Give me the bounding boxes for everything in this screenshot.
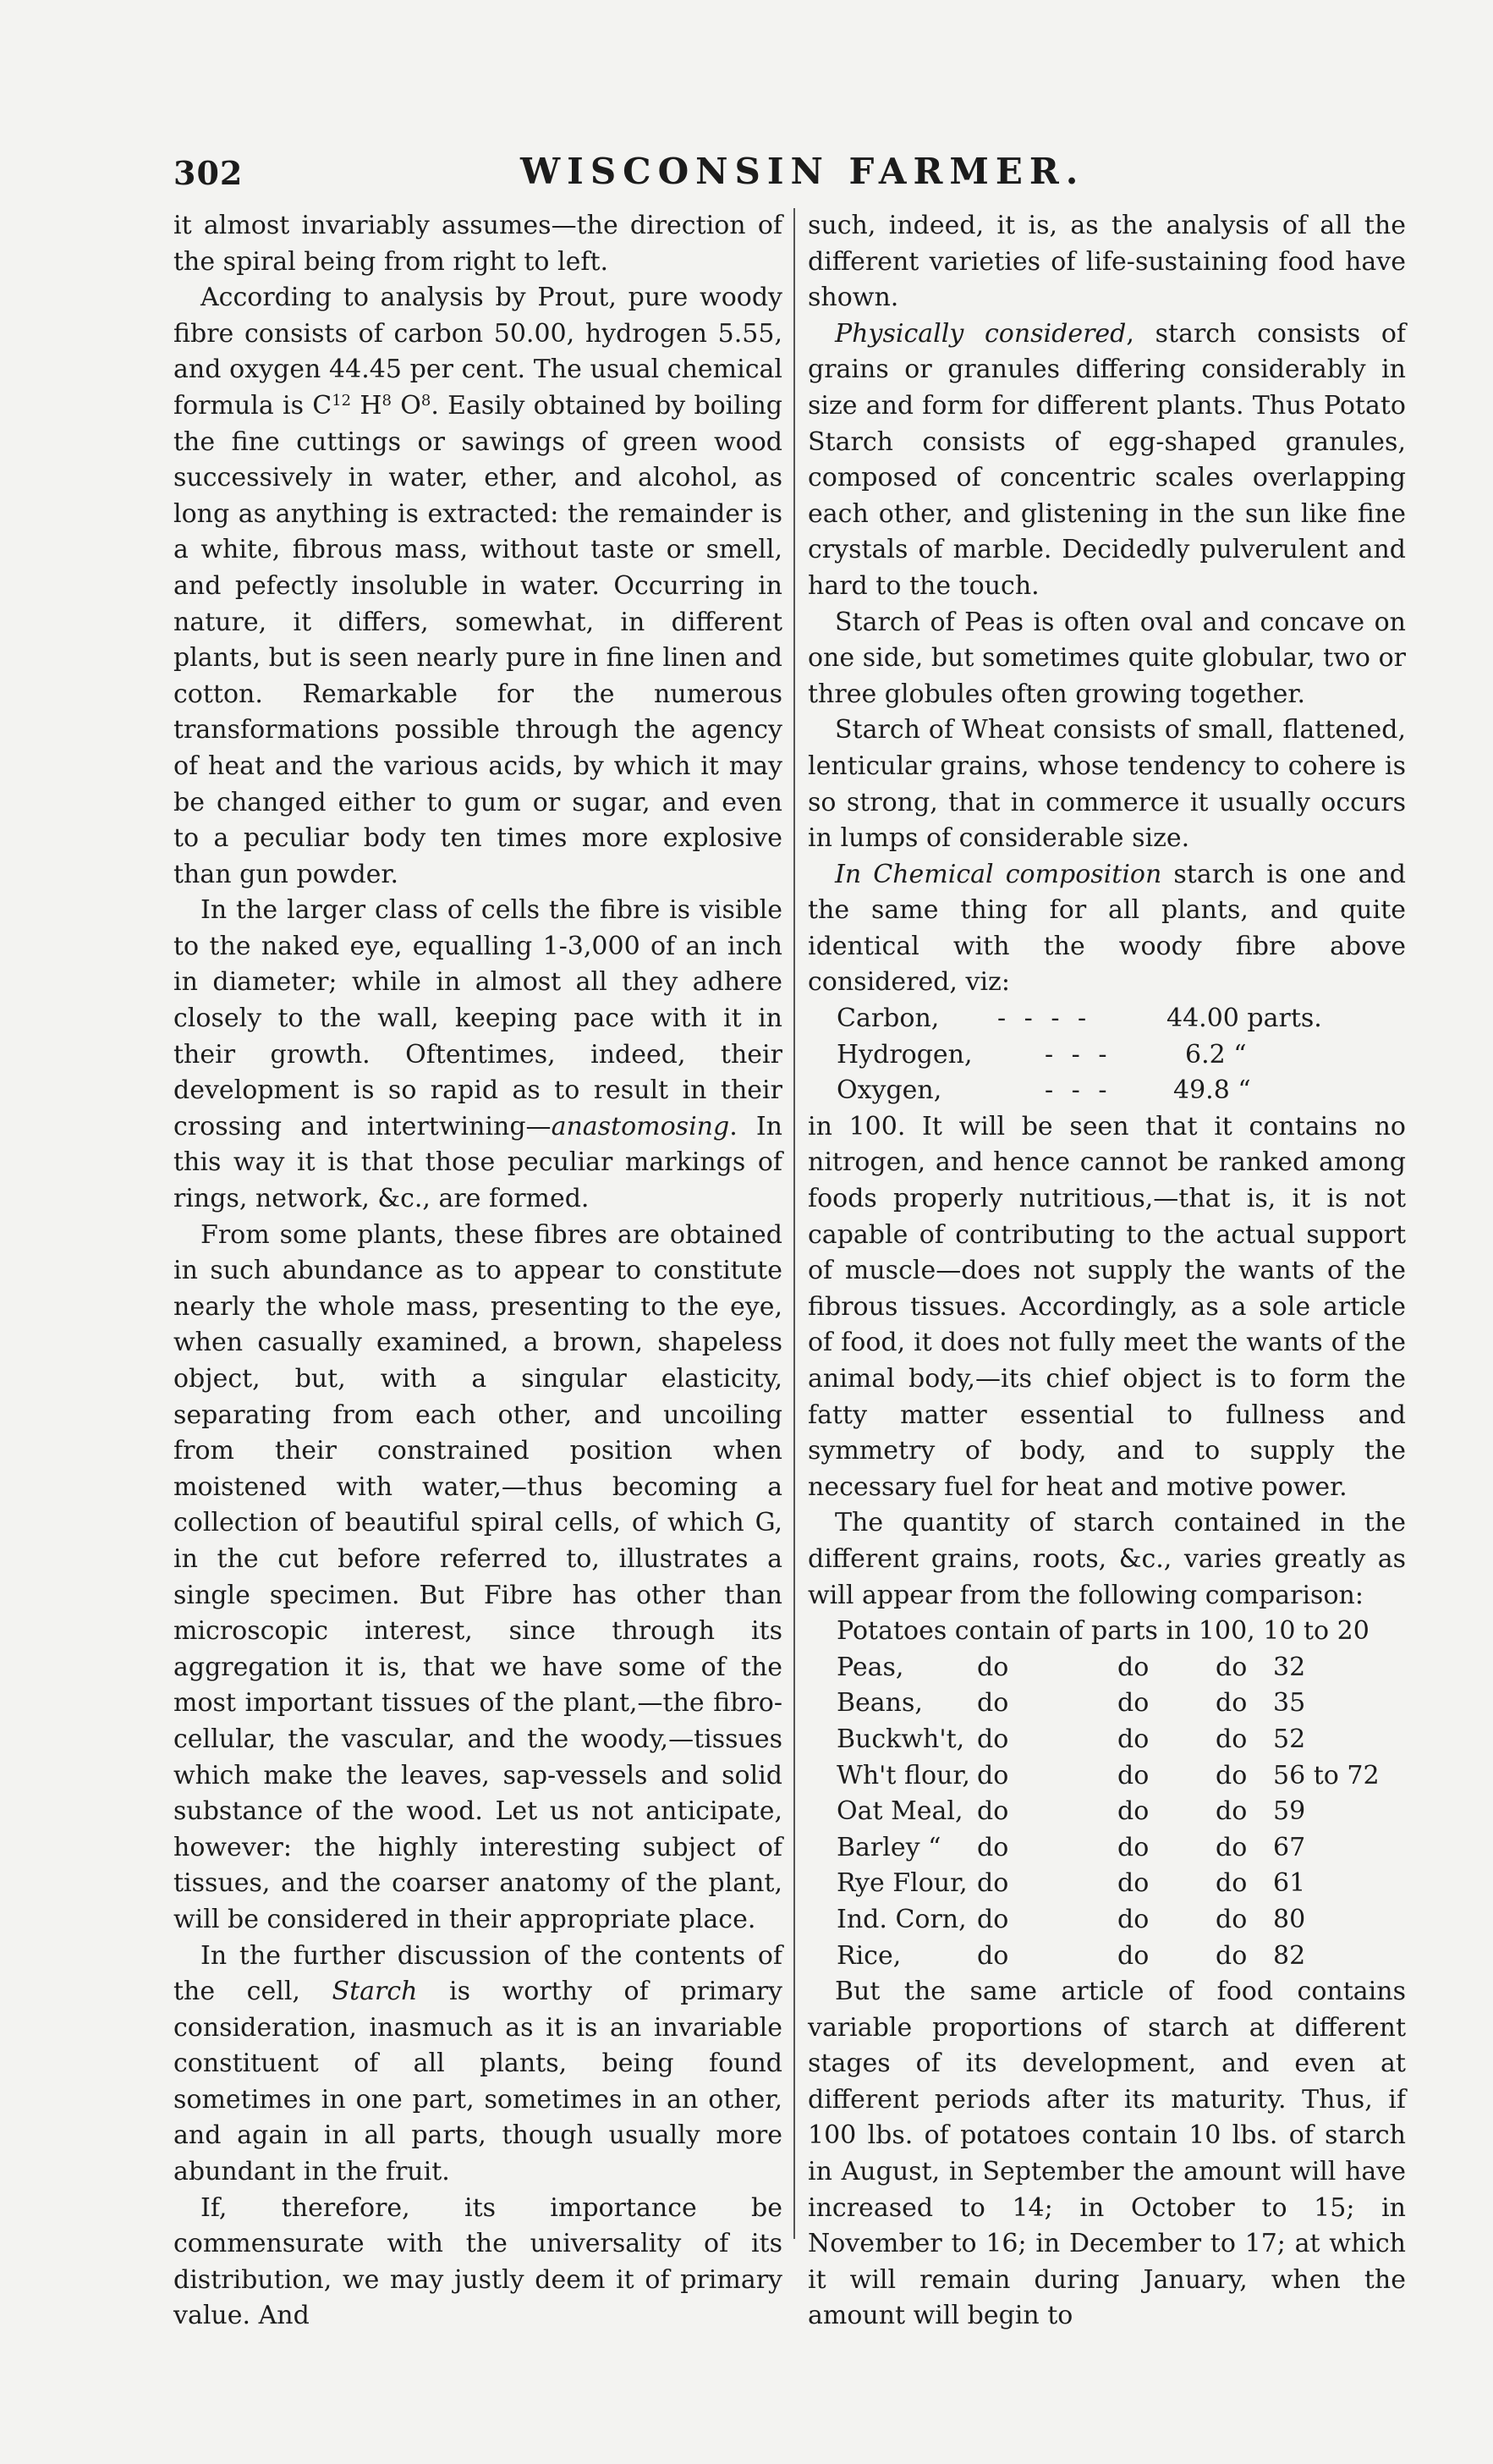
left-paragraph-3 bbox=[173, 893, 782, 1217]
starch-table bbox=[837, 1614, 1380, 1974]
composition-value: 49.8 “ bbox=[1173, 1075, 1251, 1106]
left-p5-text-b: is worthy of primary consideration, inasmuch as it is an invariable constituent of all plants, being found sometimes in one part, sometimes in an other, and again in all parts, though usually more abundant in the fruit. bbox=[173, 1977, 783, 2187]
right-column bbox=[808, 208, 1406, 2335]
left-p3-text-a: In the larger class of cells the fibre is visible to the naked eye, equalling 1-3,000 of an inch in diameter; while in almost all they adhere closely to the wall, keeping pace with it in their growth. Oftentimes, indeed, their development is so rapid as to result in their crossing and intertwining— bbox=[173, 895, 782, 1141]
right-p2-text: , starch consists of grains or granules differing considerably in size and form for different plants. Thus Potato Starch consists of egg-shaped granules, composed of concentric scales overlapping each other, and glistening in the sun like fine crystals of marble. Decidedly pulverulent and hard to the touch. bbox=[808, 318, 1406, 601]
starch-value: 61 bbox=[1273, 1868, 1306, 1899]
left-p1-text: it almost invariably assumes—the direction of the spiral being from right to left. bbox=[173, 211, 782, 277]
ditto-mark: do bbox=[977, 1796, 1009, 1827]
column-divider bbox=[793, 208, 795, 2239]
table-row bbox=[837, 1902, 1380, 1939]
right-p5-italic: In Chemical composition bbox=[835, 859, 1162, 889]
left-column bbox=[173, 208, 782, 2335]
table-row bbox=[837, 1758, 1380, 1795]
ditto-mark: do bbox=[977, 1688, 1009, 1719]
composition-name: Oxygen, bbox=[837, 1075, 942, 1106]
starch-value: 56 to 72 bbox=[1273, 1760, 1380, 1790]
starch-grain: Beans, bbox=[837, 1688, 923, 1719]
composition-name: Hydrogen, bbox=[837, 1039, 973, 1070]
right-p2-italic: Physically considered bbox=[835, 318, 1127, 349]
formula-superscript-o: 8 bbox=[420, 391, 431, 410]
ditto-mark: do bbox=[1216, 1796, 1248, 1827]
ditto-mark: do bbox=[977, 1904, 1009, 1934]
table-row bbox=[837, 1073, 1322, 1109]
starch-grain: Wh't flour, bbox=[837, 1760, 970, 1790]
page-number: 302 bbox=[173, 154, 244, 192]
right-paragraph-1 bbox=[808, 208, 1406, 316]
left-paragraph-5 bbox=[173, 1939, 782, 2191]
ditto-mark: do bbox=[977, 1724, 1009, 1754]
starch-value: 35 bbox=[1273, 1688, 1306, 1719]
starch-value: 59 bbox=[1273, 1796, 1306, 1827]
right-paragraph-5 bbox=[808, 857, 1406, 1001]
page-header bbox=[173, 151, 1408, 201]
ditto-mark: do bbox=[977, 1832, 1009, 1862]
starch-value: 52 bbox=[1273, 1724, 1306, 1754]
composition-value: 6.2 “ bbox=[1185, 1039, 1247, 1070]
left-p2-text-a: According to analysis by Prout, pure woody fibre consists of carbon 50.00, hydrogen 5.55, and oxygen 44.45 per cent. The usual chemical formula is C bbox=[173, 283, 782, 421]
ditto-mark: do bbox=[1216, 1904, 1248, 1934]
starch-value: 32 bbox=[1273, 1652, 1306, 1682]
table-row bbox=[837, 1001, 1322, 1037]
left-p5-text-a: In the further discussion of the contents of the cell, bbox=[173, 1940, 782, 2007]
table-row bbox=[837, 1722, 1380, 1758]
composition-leader: - - - bbox=[1045, 1039, 1112, 1070]
ditto-mark: do bbox=[1216, 1940, 1248, 1971]
right-paragraph-6 bbox=[808, 1109, 1406, 1506]
right-paragraph-8 bbox=[808, 1974, 1406, 2335]
right-p4-text: Starch of Wheat consists of small, flattened, lenticular grains, whose tendency to cohere is so strong, that in commerce it usually occurs in lumps of considerable size. bbox=[808, 715, 1406, 854]
ditto-mark: do bbox=[1117, 1724, 1150, 1754]
left-paragraph-2 bbox=[173, 280, 782, 893]
table-row bbox=[837, 1650, 1380, 1686]
starch-value: 82 bbox=[1273, 1940, 1306, 1971]
right-paragraph-4 bbox=[808, 712, 1406, 856]
ditto-mark: do bbox=[1216, 1832, 1248, 1862]
right-p5-text: starch is one and the same thing for all plants, and quite identical with the woody fibre above considered, viz: bbox=[808, 859, 1407, 998]
starch-grain: Oat Meal, bbox=[837, 1796, 963, 1827]
left-p4-text: From some plants, these fibres are obtained in such abundance as to appear to constitute nearly the whole mass, presenting to the eye, when casually examined, a brown, shapeless object, but, with a singular elasticity, separating from each other, and uncoiling from their constrained position when moistened with water,—thus becoming a collection of beautiful spiral cells, of which G, in the cut before referred to, illustrates a single specimen. But Fibre has other than microscopic interest, since through its aggregation it is, that we have some of the most important tissues of the plant,—the fibro-cellular, the vascular, and the woody,—tissues which make the leaves, sap-vessels and solid substance of the wood. Let us not anticipate, however: the highly interesting subject of tissues, and the coarser anatomy of the plant, will be considered in their appropriate place. bbox=[173, 1219, 782, 1934]
ditto-mark: do bbox=[1117, 1760, 1150, 1790]
ditto-mark: do bbox=[1216, 1760, 1248, 1790]
starch-grain: Rice, bbox=[837, 1940, 902, 1971]
ditto-mark: do bbox=[977, 1652, 1009, 1682]
right-p8-text: But the same article of food contains variable proportions of starch at different stages of its development, and even at different periods after its maturity. Thus, if 100 lbs. of potatoes contain 10 lbs. of starch in August, in September the amount will have increased to 14; in October to 15; in November to 16; in December to 17; at which it will remain during January, when the amount will begin to bbox=[808, 1977, 1406, 2331]
left-p2-text-d: . Easily obtained by boiling the fine cuttings or sawings of green wood successively in water, ether, and alcohol, as long as anything is extracted: the remainder is a white, fibrous mass, without taste or smell, and pefectly insoluble in water. Occurring in nature, it differs, somewhat, in different plants, but is seen nearly pure in fine linen and cotton. Remarkable for the numerous transformations possible through the agency of heat and the various acids, by which it may be changed either to gum or sugar, and even to a peculiar body ten times more explosive than gun powder. bbox=[173, 390, 782, 889]
ditto-mark: do bbox=[977, 1868, 1009, 1899]
left-paragraph-4 bbox=[173, 1218, 782, 1939]
ditto-mark: do bbox=[1117, 1652, 1150, 1682]
starch-grain: Peas, bbox=[837, 1652, 904, 1682]
table-row bbox=[837, 1686, 1380, 1722]
starch-grain: Buckwh't, bbox=[837, 1724, 965, 1754]
table-row bbox=[837, 1939, 1380, 1975]
right-paragraph-2 bbox=[808, 316, 1406, 605]
formula-superscript-h: 8 bbox=[381, 391, 392, 410]
starch-intro: Potatoes contain of parts in 100, 10 to 20 bbox=[837, 1616, 1369, 1647]
ditto-mark: do bbox=[1216, 1652, 1248, 1682]
table-row bbox=[837, 1866, 1380, 1902]
table-row bbox=[837, 1614, 1380, 1650]
starch-grain: Barley “ bbox=[837, 1832, 941, 1862]
right-p7-text: The quantity of starch contained in the different grains, roots, &c., varies greatly as will appear from the following comparison: bbox=[808, 1508, 1406, 1610]
table-row bbox=[837, 1037, 1322, 1074]
ditto-mark: do bbox=[1117, 1904, 1150, 1934]
left-p6-text: If, therefore, its importance be commensurate with the universality of its distribution, we may justly deem it of primary value. And bbox=[173, 2192, 782, 2331]
composition-name: Carbon, bbox=[837, 1004, 940, 1034]
ditto-mark: do bbox=[1117, 1688, 1150, 1719]
right-p3-text: Starch of Peas is often oval and concave on one side, but sometimes quite globular, two or three globules often growing together. bbox=[808, 607, 1406, 709]
composition-value: 44.00 parts. bbox=[1166, 1004, 1322, 1034]
ditto-mark: do bbox=[977, 1940, 1009, 1971]
composition-leader: - - - - bbox=[997, 1004, 1092, 1034]
right-p6-text: in 100. It will be seen that it contains no nitrogen, and hence cannot be ranked among foods properly nutritious,—that is, it is not capable of contributing to the actual support of muscle—does not supply the wants of the fibrous tissues. Accordingly, as a sole article of food, it does not fully meet the wants of the animal body,—its chief object is to form the fatty matter essential to fullness and symmetry of body, and to supply the necessary fuel for heat and motive power. bbox=[808, 1111, 1406, 1502]
ditto-mark: do bbox=[1216, 1868, 1248, 1899]
starch-grain: Rye Flour, bbox=[837, 1868, 968, 1899]
composition-table bbox=[837, 1001, 1322, 1109]
table-row bbox=[837, 1830, 1380, 1867]
starch-grain: Ind. Corn, bbox=[837, 1904, 967, 1934]
left-paragraph-1 bbox=[173, 208, 782, 280]
left-p5-italic: Starch bbox=[332, 1977, 418, 2007]
left-p3-text-b: . In this way it is that those peculiar markings of rings, network, &c., are formed. bbox=[173, 1111, 783, 1214]
starch-value: 67 bbox=[1273, 1832, 1306, 1862]
starch-value: 80 bbox=[1273, 1904, 1306, 1934]
ditto-mark: do bbox=[1117, 1832, 1150, 1862]
left-p2-text-c: O bbox=[392, 390, 421, 421]
ditto-mark: do bbox=[1216, 1724, 1248, 1754]
table-row bbox=[837, 1794, 1380, 1830]
ditto-mark: do bbox=[1216, 1688, 1248, 1719]
left-p3-italic: anastomosing bbox=[551, 1111, 730, 1141]
ditto-mark: do bbox=[1117, 1868, 1150, 1899]
composition-leader: - - - bbox=[1045, 1075, 1112, 1106]
running-title: WISCONSIN FARMER. bbox=[520, 151, 1085, 192]
formula-superscript-c: 12 bbox=[332, 391, 352, 410]
ditto-mark: do bbox=[1117, 1940, 1150, 1971]
right-p1-text: such, indeed, it is, as the analysis of all the different varieties of life-sustaining food have shown. bbox=[808, 211, 1406, 313]
left-paragraph-6 bbox=[173, 2191, 782, 2335]
right-paragraph-3 bbox=[808, 605, 1406, 713]
ditto-mark: do bbox=[977, 1760, 1009, 1790]
ditto-mark: do bbox=[1117, 1796, 1150, 1827]
right-paragraph-7 bbox=[808, 1505, 1406, 1614]
left-p2-text-b: H bbox=[351, 390, 382, 421]
